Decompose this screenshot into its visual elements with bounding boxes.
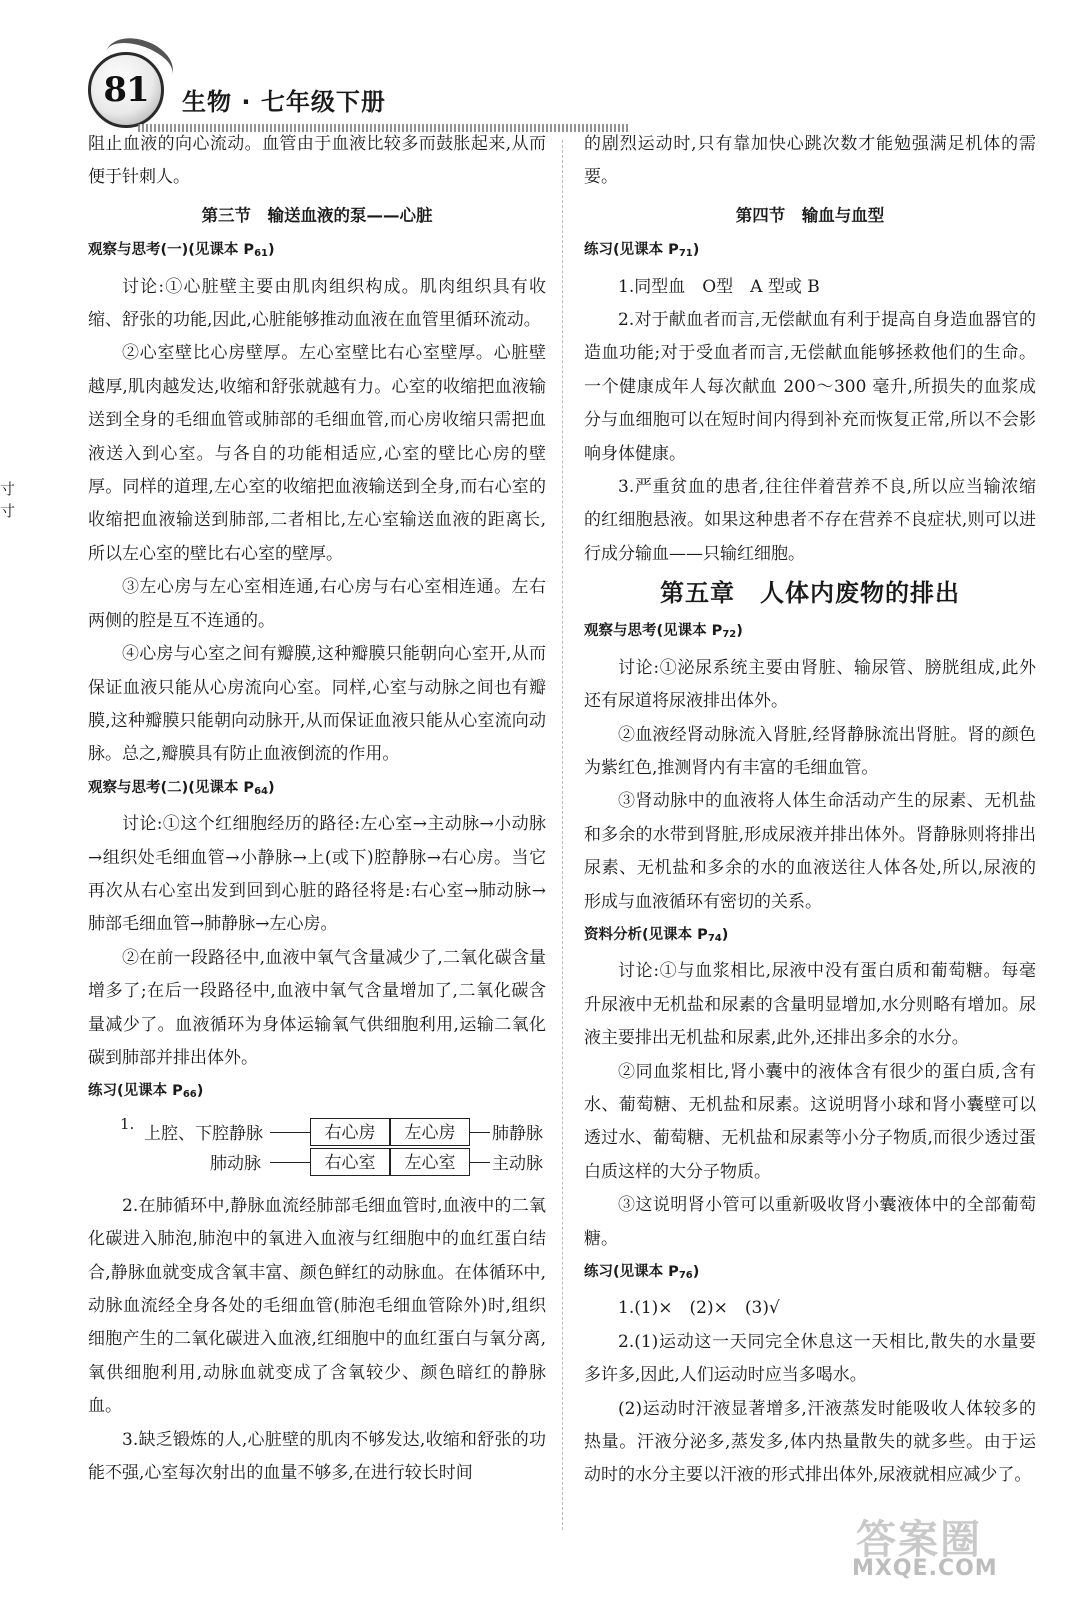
diagram-line [470,1162,490,1163]
diagram-line [270,1162,310,1163]
section-4-title: 第四节 输血与血型 [735,205,885,225]
exercise-1-label: 练习(见课本 $P_{71}$) [584,242,700,260]
exercise-1-para-1: 1.同型血 O型 A 型或 B [618,276,820,297]
page-number: 81 [103,70,149,110]
heart-diagram [120,1114,546,1186]
observe-para-2: ②血液经肾动脉流入肾脏,经肾静脉流出肾脏。肾的颜色为紫红色,推测肾内有丰富的毛细血管。 [584,724,1036,778]
left-column [88,128,546,1490]
box-left-ventricle: 左心室 [390,1148,470,1176]
observe-1-label: 观察与思考(一)(见课本 $P_{61}$) [88,242,275,260]
data-analysis-para-2: ②同血浆相比,肾小囊中的液体含有很少的蛋白质,含有水、葡萄糖、无机盐和尿素。这说明肾小球和肾小囊壁可以透过水、葡萄糖、无机盐和尿素等小分子物质,而很少透过蛋白质这样的大分子物质。 [584,1061,1036,1182]
exercise-label: 练习(见课本 $P_{66}$) [88,1083,204,1101]
data-analysis-label: 资料分析(见课本 $P_{74}$) [584,926,729,944]
box-left-atrium: 左心房 [390,1118,470,1146]
exercise-1-para-3: 3.严重贫血的患者,往往伴着营养不良,所以应当输浓缩的红细胞悬液。如果这种患者不存在营养不良症状,则可以进行成分输血——只输红细胞。 [584,477,1036,564]
observe-1-para-4: ④心房与心室之间有瓣膜,这种瓣膜只能朝向心室开,从而保证血液只能从心房流向心室。同样,心室与动脉之间也有瓣膜,这种瓣膜只能朝向动脉开,从而保证血液只能从心室流向动脉。总之,瓣膜具有防止血液倒流的作用。 [88,644,546,765]
observe-1-para-1: 讨论:①心脏壁主要由肌肉组织构成。肌肉组织具有收缩、舒张的功能,因此,心脏能够推动血液在血管里循环流动。 [88,276,546,331]
diagram-line [270,1132,310,1133]
section-3-title: 第三节 输送血液的泵——心脏 [201,205,433,225]
observe-2-label: 观察与思考(二)(见课本 $P_{64}$) [88,779,275,797]
diagram-number: 1. [120,1114,135,1133]
exercise-2-para-1: 1.(1)× (2)× (3)√ [618,1298,780,1319]
box-right-ventricle: 右心室 [310,1148,390,1176]
page-number-badge [88,52,164,128]
exercise-2-para-2: 2.(1)运动这一天同完全休息这一天相比,散失的水量要多许多,因此,人们运动时应当多喝水。 [584,1331,1036,1386]
side-mark-2: 寸 [0,502,16,520]
observe-para-1: 讨论:①泌尿系统主要由肾脏、输尿管、膀胱组成,此外还有尿道将尿液排出体外。 [584,657,1036,712]
exercise-para-2: 2.在肺循环中,静脉血流经肺部毛细血管时,血液中的二氧化碳进入肺泡,肺泡中的氧进入血液与红细胞中的血红蛋白结合,静脉血就变成含氧丰富、颜色鲜红的动脉血。在体循环中,动脉血流经全身各处的毛细血管(肺泡毛细血管除外)时,组织细胞产生的二氧化碳进入血液,红细胞中的血红蛋白与氧分离,氧供细胞利用,动脉血就变成了含氧较少、颜色暗红的静脉血。 [88,1195,546,1417]
chapter-5-title: 第五章 人体内废物的排出 [660,579,960,608]
right-column [584,128,1036,1493]
diagram-lower-right-label: 主动脉 [492,1153,543,1174]
data-analysis-para-3: ③这说明肾小管可以重新吸收肾小囊液体中的全部葡萄糖。 [584,1195,1036,1249]
watermark [848,1508,1038,1588]
observe-1-para-2: ②心室壁比心房壁厚。左心室壁比右心室壁厚。心脏壁越厚,肌肉越发达,收缩和舒张就越有力。心室的收缩把血液输送到全身的毛细血管或肺部的毛细血管,而心房收缩只需把血液送入到心室。与各自的功能相适应,心室的壁比心房的壁厚。同样的道理,左心室的收缩把血液输送到全身,而右心室的收缩把血液输送到肺部,二者相比,左心室输送血液的距离长,所以左心室的壁比右心室的壁厚。 [88,343,546,564]
exercise-2-label: 练习(见课本 $P_{76}$) [584,1264,700,1281]
box-right-atrium: 右心房 [310,1118,390,1146]
watermark-logo-text: 答案圈 [856,1517,982,1563]
exercise-para-3: 3.缺乏锻炼的人,心脏壁的肌肉不够发达,收缩和舒张的功能不强,心室每次射出的血量不够多,在进行较长时间 [88,1429,546,1484]
intro-paragraph: 阻止血液的向心流动。血管由于血液比较多而鼓胀起来,从而便于针刺人。 [88,134,546,188]
observe-para-3: ③肾动脉中的血液将人体生命活动产生的尿素、无机盐和多余的水带到肾脏,形成尿液并排出体外。肾静脉则将排出尿素、无机盐和多余的水的血液送往人体各处,所以,尿液的形成与血液循环有密切的关系。 [584,791,1036,912]
exercise-2-para-3: (2)运动时汗液显著增多,汗液蒸发时能吸收人体较多的热量。汗液分泌多,蒸发多,体内热量散失的就多些。由于运动时的水分主要以汗液的形式排出体外,尿液就相应减少了。 [584,1398,1036,1486]
observe-2-para-1: 讨论:①这个红细胞经历的路径:左心室→主动脉→小动脉→组织处毛细血管→小静脉→上(或下)腔静脉→右心房。当它再次从右心室出发到回到心脏的路径将是:右心室→肺动脉→肺部毛细血管→肺静脉→左心房。 [88,814,546,935]
watermark-url: MXQE.COM [852,1556,998,1581]
side-mark-1: 寸 [0,480,16,498]
observe-label: 观察与思考(见课本 $P_{72}$) [584,623,743,641]
exercise-1-para-2: 2.对于献血者而言,无偿献血有利于提高自身造血器官的造血功能;对于受血者而言,无偿献血能够拯救他们的生命。一个健康成年人每次献血 200～300 毫升,所损失的血浆成分与血细胞可以在短时间内得到补充而恢复正常,所以不会影响身体健康。 [584,310,1036,464]
column-divider [562,140,564,1530]
diagram-upper-left-label: 上腔、下腔静脉 [144,1123,263,1144]
diagram-line [470,1132,490,1133]
diagram-lower-left-label: 肺动脉 [210,1153,261,1174]
page-header [78,40,548,132]
observe-2-para-2: ②在前一段路径中,血液中氧气含量减少了,二氧化碳含量增多了;在后一段路径中,血液中氧气含量增加了,二氧化碳含量减少了。血液循环为身体运输氧气供细胞利用,运输二氧化碳到肺部并排出体外。 [88,947,546,1068]
diagram-upper-right-label: 肺静脉 [492,1123,543,1144]
observe-1-para-3: ③左心房与左心室相连通,右心房与右心室相连通。左右两侧的腔是互不连通的。 [88,577,546,631]
book-title: 生物 · 七年级下册 [182,88,386,116]
data-analysis-para-1: 讨论:①与血浆相比,尿液中没有蛋白质和葡萄糖。每毫升尿液中无机盐和尿素的含量明显增加,水分则略有增加。尿液主要排出无机盐和尿素,此外,还排出多余的水分。 [584,961,1036,1049]
continued-paragraph: 的剧烈运动时,只有靠加快心跳次数才能勉强满足机体的需要。 [584,134,1036,188]
